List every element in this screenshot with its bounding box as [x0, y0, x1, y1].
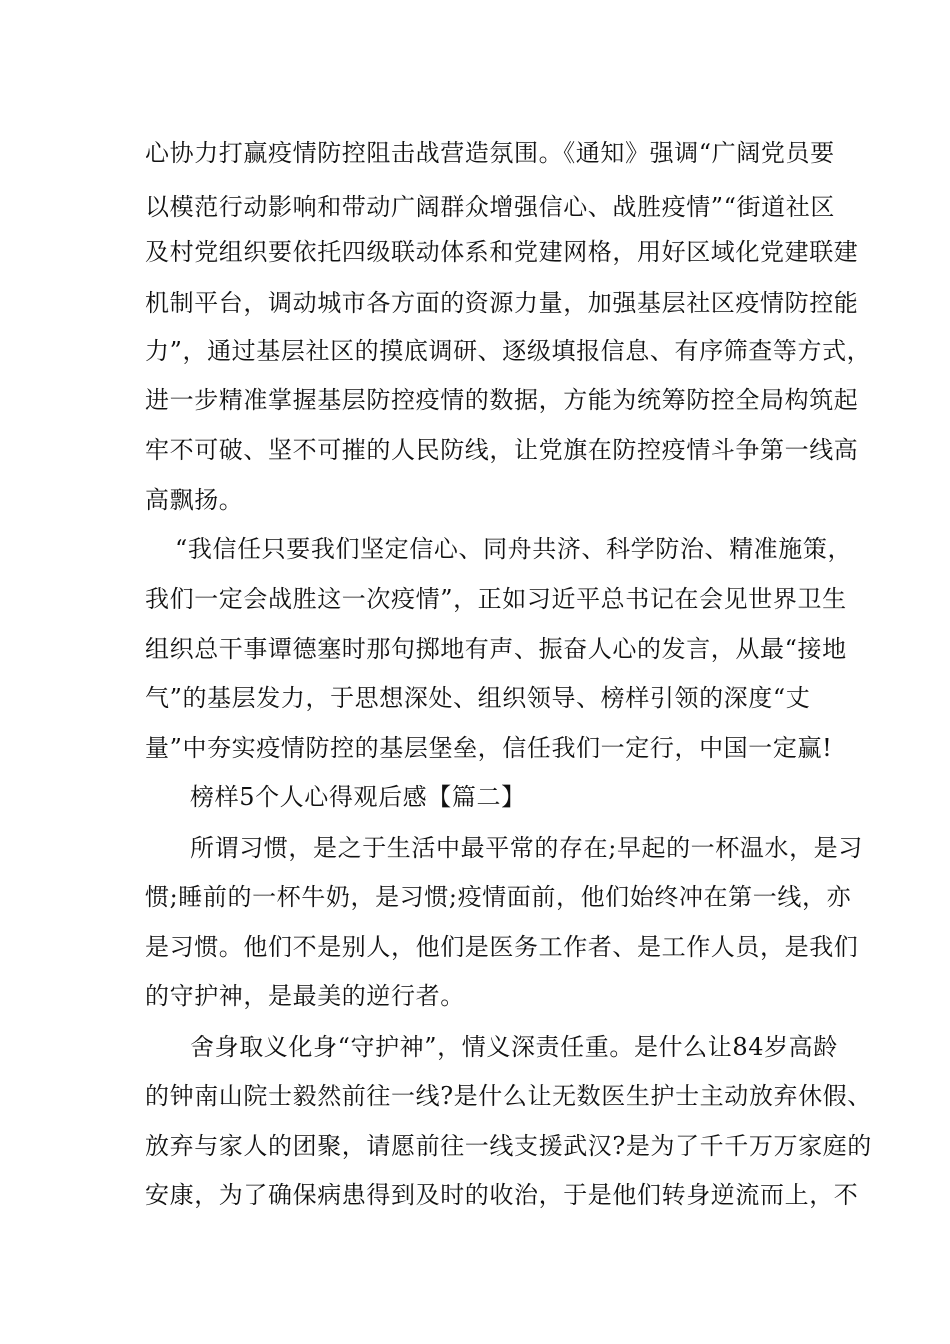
paragraph-1-line-1: 心协力打赢疫情防控阻击战营造氛围。《通知》强调“广阔党员要: [145, 139, 835, 167]
paragraph-2-line-5: 量”中夯实疫情防控的基层堡垒，信任我们一定行，中国一定赢!: [145, 734, 833, 762]
paragraph-1-line-2: 以模范行动影响和带动广阔群众增强信心、战胜疫情”“街道社区: [145, 193, 835, 221]
paragraph-2-line-4: 气”的基层发力，于思想深处、组织领导、榜样引领的深度“丈: [145, 684, 811, 712]
section-heading: 榜样5个人心得观后感【篇二】: [190, 783, 526, 811]
paragraph-1-line-3: 及村党组织要依托四级联动体系和党建网格，用好区域化党建联建: [145, 238, 859, 266]
paragraph-4-line-1: 舍身取义化身“守护神”，情义深责任重。是什么让84岁高龄: [190, 1033, 838, 1061]
paragraph-1-line-6: 进一步精准掌握基层防控疫情的数据，方能为统筹防控全局构筑起: [145, 386, 859, 414]
paragraph-2-line-2: 我们一定会战胜这一次疫情”，正如习近平总书记在会见世界卫生: [145, 585, 847, 613]
paragraph-2-line-3: 组织总干事谭德塞时那句掷地有声、振奋人心的发言，从最“接地: [145, 635, 847, 663]
paragraph-3-line-2: 惯;睡前的一杯牛奶，是习惯;疫情面前，他们始终冲在第一线，亦: [145, 883, 852, 911]
paragraph-3-line-3: 是习惯。他们不是别人，他们是医务工作者、是工作人员，是我们: [145, 933, 859, 961]
paragraph-3-line-4: 的守护神，是最美的逆行者。: [145, 982, 465, 1010]
paragraph-4-line-4: 安康，为了确保病患得到及时的收治，于是他们转身逆流而上，不: [145, 1181, 859, 1209]
paragraph-2-line-1: “我信任只要我们坚定信心、同舟共济、科学防治、精准施策，: [175, 535, 853, 563]
paragraph-3-line-1: 所谓习惯，是之于生活中最平常的存在;早起的一杯温水，是习: [190, 834, 863, 862]
paragraph-1-line-7: 牢不可破、坚不可摧的人民防线，让党旗在防控疫情斗争第一线高: [145, 436, 859, 464]
paragraph-1-line-5: 力”，通过基层社区的摸底调研、逐级填报信息、有序筛查等方式，: [145, 337, 872, 365]
paragraph-4-line-2: 的钟南山院士毅然前往一线?是什么让无数医生护士主动放弃休假、: [145, 1082, 872, 1110]
paragraph-1-line-8: 高飘扬。: [145, 486, 244, 514]
paragraph-1-line-4: 机制平台，调动城市各方面的资源力量，加强基层社区疫情防控能: [145, 289, 859, 317]
paragraph-4-line-3: 放弃与家人的团聚，请愿前往一线支援武汉?是为了千千万万家庭的: [145, 1132, 872, 1160]
